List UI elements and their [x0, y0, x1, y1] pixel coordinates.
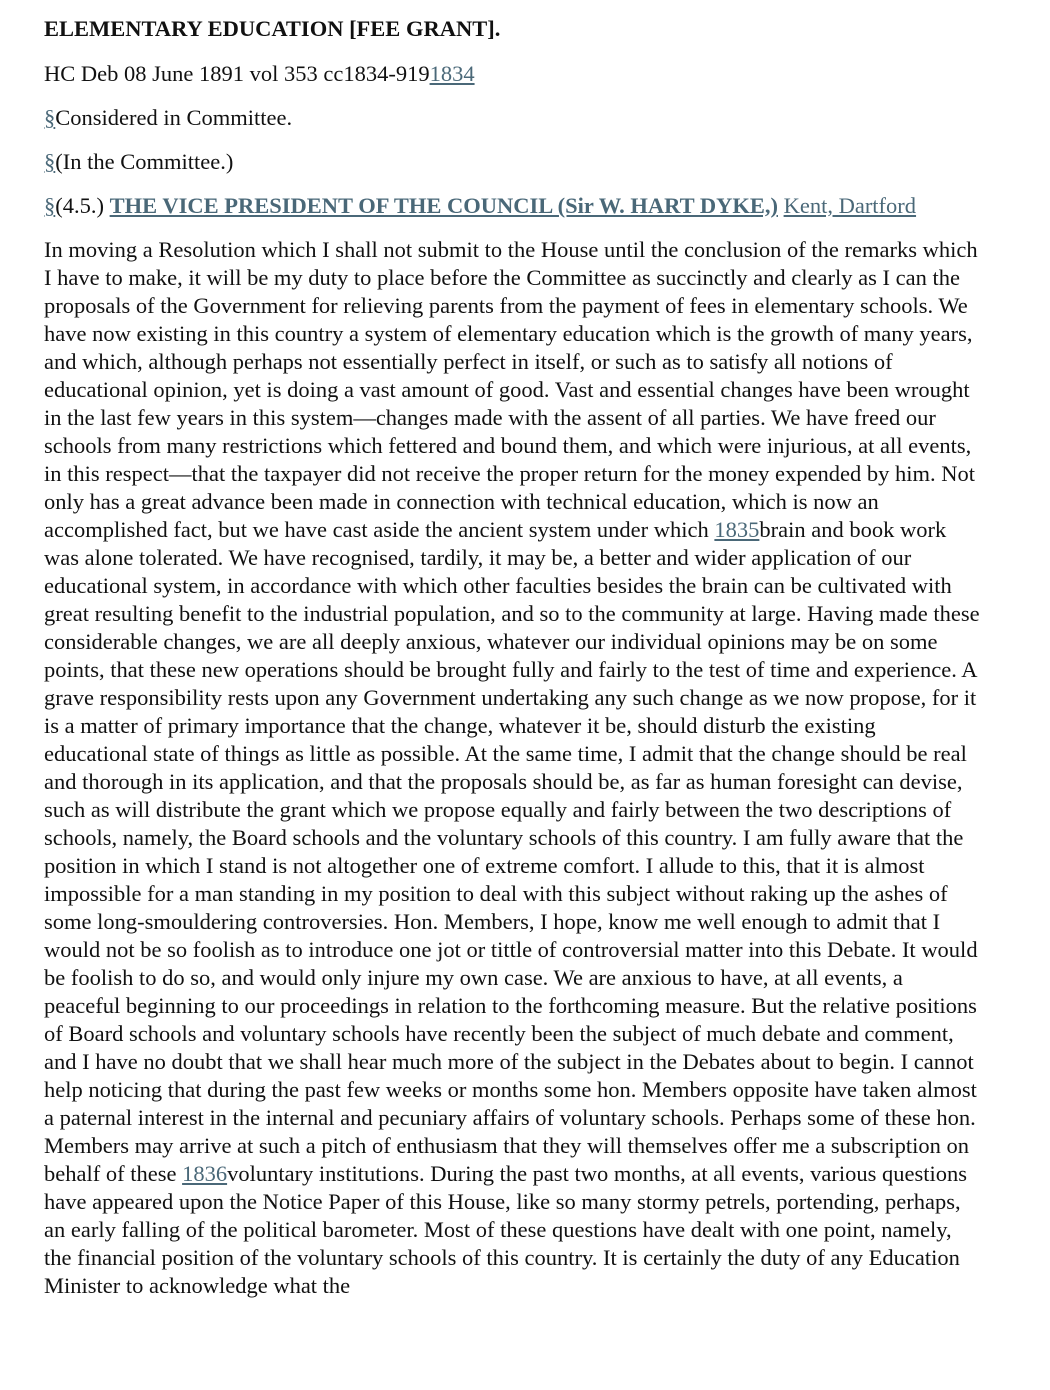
section-link[interactable]: §	[44, 149, 56, 174]
section-link[interactable]: §	[44, 193, 56, 218]
speech-text: brain and book work was alone tolerated. We have recognised, tardily, it may be, a better and wider application of our educational system, in accordance with which other faculties besides the brain can be cultivated with great resulting benefit to the industrial population, and so to the community at large. Having made these considerable changes, we are all deeply anxious, whatever our individual opinions may be on some points, that these new operations should be brought fully and fairly to the test of time and experience. A grave responsibility rests upon any Government undertaking any such change as we now propose, for it is a matter of primary importance that the change, whatever it be, should disturb the existing educational state of things as little as possible. At the same time, I admit that the change should be real and thorough in its application, and that the proposals should be, as far as human foresight can devise, such as will distribute the grant which we propose equally and fairly between the two descriptions of schools, namely, the Board schools and the voluntary schools of this country. I am fully aware that the position in which I stand is not altogether one of extreme comfort. I allude to this, that it is almost impossible for a man standing in my position to deal with this subject without raking up the ashes of some long-smouldering controversies. Hon. Members, I hope, know me well enough to admit that I would not be so foolish as to introduce one jot or tittle of controversial matter into this Debate. It would be foolish to do so, and would only injure my own case. We are anxious to have, at all events, a peaceful beginning to our proceedings in relation to the forthcoming measure. But the relative positions of Board schools and voluntary schools have recently been the subject of much debate and comment, and I have no doubt that we shall hear much more of the subject in the Debates about to begin. I cannot help noticing that during the past few weeks or months some hon. Members opposite have taken almost a paternal interest in the internal and pecuniary affairs of voluntary schools. Perhaps some of these hon. Members may arrive at such a pitch of enthusiasm that they will themselves offer me a subscription on behalf of these	[44, 517, 980, 1186]
committee-note	[44, 148, 984, 176]
speech-time: (4.5.)	[55, 193, 110, 218]
committee-note	[44, 104, 984, 132]
citation-text: HC Deb 08 June 1891 vol 353 cc1834-919	[44, 61, 430, 86]
column-link-1836[interactable]: 1836	[182, 1161, 228, 1186]
speech-body	[44, 236, 984, 1300]
speech-text: In moving a Resolution which I shall not submit to the House until the conclusion of the remarks which I have to make, it will be my duty to place before the Committee as succinctly and clearly as I can the proposals of the Government for relieving parents from the payment of fees in elementary schools. We have now existing in this country a system of elementary education which is the growth of many years, and which, although perhaps not essentially perfect in itself, or such as to satisfy all notions of educational opinion, yet is doing a vast amount of good. Vast and essential changes have been wrought in the last few years in this system—changes made with the assent of all parties. We have freed our schools from many restrictions which fettered and bound them, and which were injurious, at all events, in this respect—that the taxpayer did not receive the proper return for the money expended by him. Not only has a great advance been made in connection with technical education, which is now an accomplished fact, but we have cast aside the ancient system under which	[44, 237, 978, 542]
committee-note-text: (In the Committee.)	[55, 149, 234, 174]
speech-header	[44, 192, 984, 220]
page-title: ELEMENTARY EDUCATION [FEE GRANT].	[44, 16, 501, 41]
section-link[interactable]: §	[44, 105, 56, 130]
speech-text: voluntary institutions. During the past two months, at all events, various questions have appeared upon the Notice Paper of this House, like so many stormy petrels, portending, perhaps, an early falling of the political barometer. Most of these questions have dealt with one point, namely, the financial position of the voluntary schools of this country. It is certainly the duty of any Education Minister to acknowledge what the	[44, 1161, 968, 1298]
column-link-1835[interactable]: 1835	[714, 517, 760, 542]
column-link-1834[interactable]: 1834	[429, 61, 475, 86]
document-page	[44, 14, 984, 1300]
speaker-link[interactable]: THE VICE PRESIDENT OF THE COUNCIL (Sir W. HART DYKE,)	[109, 193, 778, 218]
citation	[44, 60, 984, 88]
committee-note-text: Considered in Committee.	[55, 105, 293, 130]
constituency-link[interactable]: Kent, Dartford	[783, 193, 917, 218]
